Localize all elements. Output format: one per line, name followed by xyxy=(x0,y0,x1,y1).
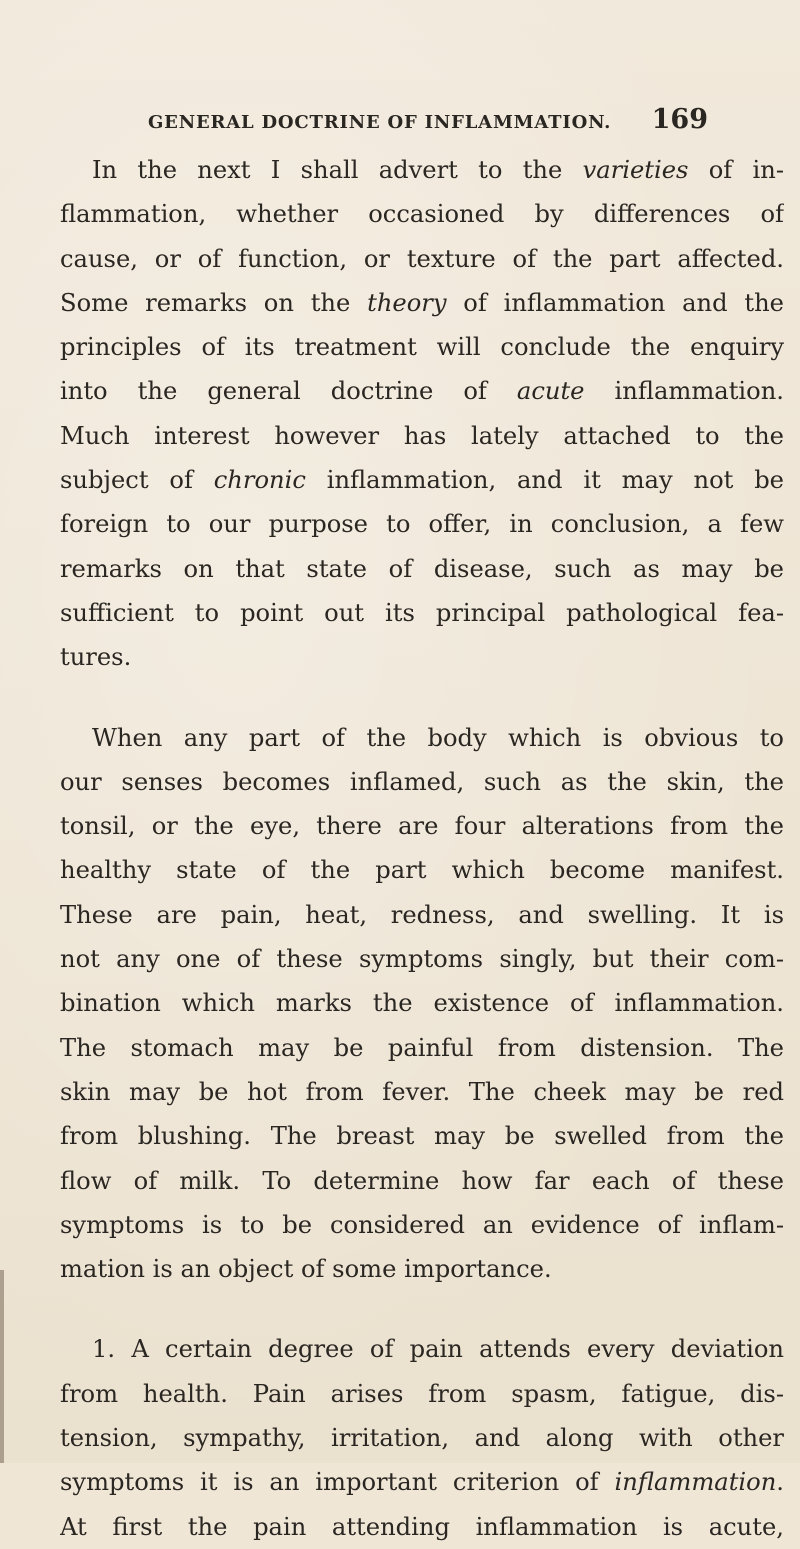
text-line: bination which marks the existence of inflammation. xyxy=(60,989,784,1018)
page-header xyxy=(148,100,708,140)
text-line: The stomach may be painful from distension. The xyxy=(60,1033,784,1062)
text-line: tonsil, or the eye, there are four alterations from the xyxy=(60,812,784,841)
page-edge-shadow xyxy=(0,1270,4,1463)
text-line: Much interest however has lately attached to the xyxy=(60,421,784,450)
text-line: subject of chronic inflammation, and it may not be xyxy=(60,466,784,495)
paragraph-3 xyxy=(60,1327,784,1548)
text-line: In the next I shall advert to the varieties of in- xyxy=(92,156,784,184)
text-line: tures. xyxy=(60,643,132,672)
text-line: When any part of the body which is obvious to xyxy=(92,723,784,752)
text-line: healthy state of the part which become manifest. xyxy=(60,856,784,885)
text-line: from health. Pain arises from spasm, fatigue, dis- xyxy=(60,1379,784,1408)
text-line: not any one of these symptoms singly, but their com- xyxy=(60,945,784,974)
emphasis-inflammation: inflammation xyxy=(614,1468,777,1497)
body-text xyxy=(60,148,784,1549)
paragraph-gap xyxy=(60,1291,784,1327)
text-line: symptoms it is an important criterion of inflammation. xyxy=(60,1468,784,1497)
text-line: tension, sympathy, irritation, and along with other xyxy=(60,1424,784,1453)
emphasis-theory: theory xyxy=(367,288,447,317)
paragraph-gap xyxy=(60,680,784,716)
text-line: At first the pain attending inflammation is acute, xyxy=(60,1512,784,1541)
paragraph-1 xyxy=(60,148,784,680)
text-line: foreign to our purpose to offer, in conclusion, a few xyxy=(60,510,784,539)
text-line: flammation, whether occasioned by differences of xyxy=(60,200,784,229)
text-line: Some remarks on the theory of inflammation and the xyxy=(60,288,784,317)
text-line: cause, or of function, or texture of the part affected. xyxy=(60,244,784,273)
paragraph-2 xyxy=(60,716,784,1292)
text-line: our senses becomes inflamed, such as the skin, the xyxy=(60,767,784,796)
page-number: 169 xyxy=(651,104,708,135)
text-line: 1. A certain degree of pain attends every deviation xyxy=(92,1335,784,1364)
text-line: from blushing. The breast may be swelled from the xyxy=(60,1122,784,1151)
emphasis-varieties: varieties xyxy=(582,156,689,184)
text-line: principles of its treatment will conclude the enquiry xyxy=(60,333,784,362)
emphasis-chronic: chronic xyxy=(213,466,306,495)
text-line: into the general doctrine of acute inflammation. xyxy=(60,377,784,406)
running-head: GENERAL DOCTRINE OF INFLAMMATION. xyxy=(148,112,612,133)
text-line: sufficient to point out its principal pathological fea- xyxy=(60,598,784,627)
text-line: remarks on that state of disease, such as may be xyxy=(60,554,784,583)
text-line: symptoms is to be considered an evidence of inflam- xyxy=(60,1210,784,1239)
text-line: flow of milk. To determine how far each of these xyxy=(60,1166,784,1195)
text-line: These are pain, heat, redness, and swelling. It is xyxy=(60,900,784,929)
emphasis-acute: acute xyxy=(516,377,585,406)
text-line: mation is an object of some importance. xyxy=(60,1255,552,1284)
text-line: skin may be hot from fever. The cheek may be red xyxy=(60,1077,784,1106)
